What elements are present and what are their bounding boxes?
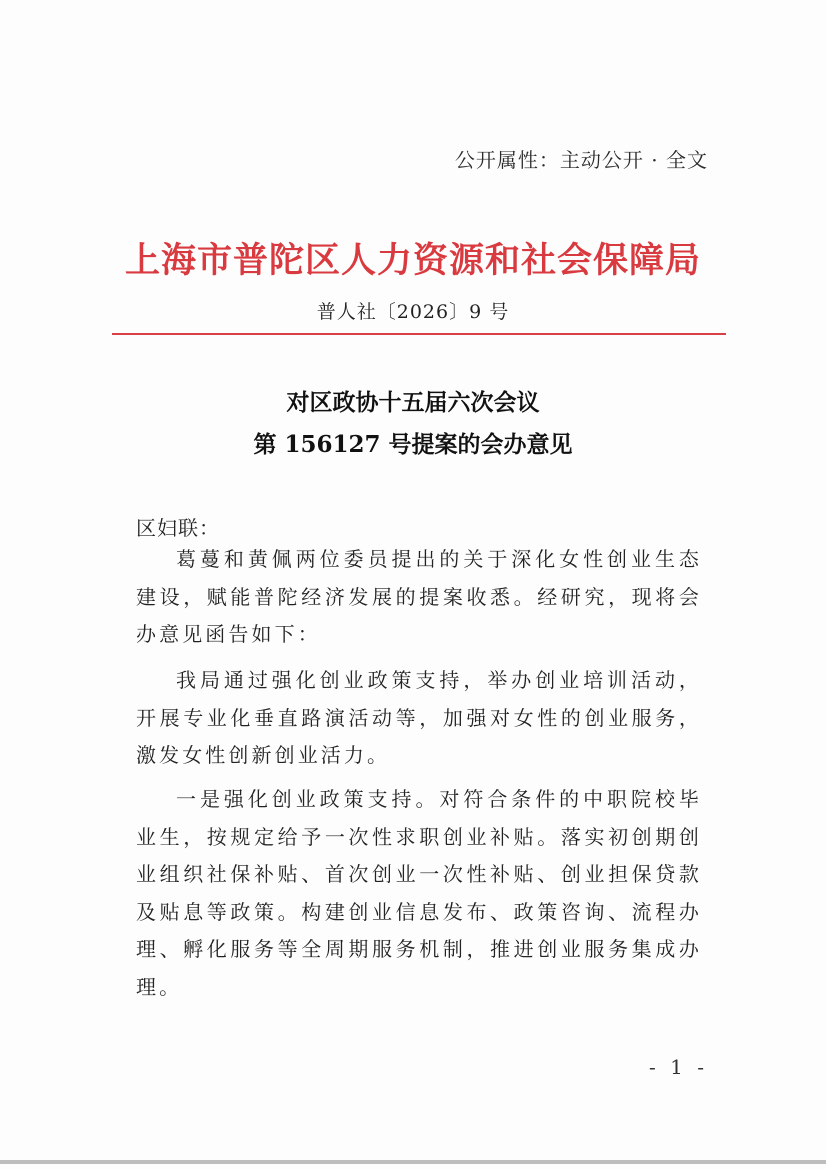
issuing-organization: 上海市普陀区人力资源和社会保障局 <box>124 240 701 281</box>
document-number: 普人社〔2026〕9 号 <box>316 301 510 323</box>
red-header-rule <box>112 333 726 335</box>
body-paragraph-2: 我局通过强化创业政策支持，举办创业培训活动，开展专业化垂直路演活动等，加强对女性的创业服务，激发女性创新创业活力。 <box>136 668 702 767</box>
body-paragraph-3: 一是强化创业政策支持。对符合条件的中职院校毕业生，按规定给予一次性求职创业补贴。落实初创期创业组织社保补贴、首次创业一次性补贴、创业担保贷款及贴息等政策。构建创业信息发布、政策咨询、流程办理、孵化服务等全周期服务机制，推进创业服务集成办理。 <box>136 787 702 999</box>
disclosure-attribute: 公开属性：主动公开 · 全文 <box>454 148 708 172</box>
body-paragraph-1: 葛蔓和黄佩两位委员提出的关于深化女性创业生态建设，赋能普陀经济发展的提案收悉。经研究，现将会办意见函告如下： <box>136 547 702 646</box>
scan-bottom-edge <box>0 1160 826 1164</box>
document-title-line-1: 对区政协十五届六次会议 <box>286 389 540 416</box>
page-number: - 1 - <box>649 1055 708 1079</box>
salutation: 区妇联： <box>136 516 220 540</box>
document-title-line-2: 第 156127 号提案的会办意见 <box>253 431 573 458</box>
